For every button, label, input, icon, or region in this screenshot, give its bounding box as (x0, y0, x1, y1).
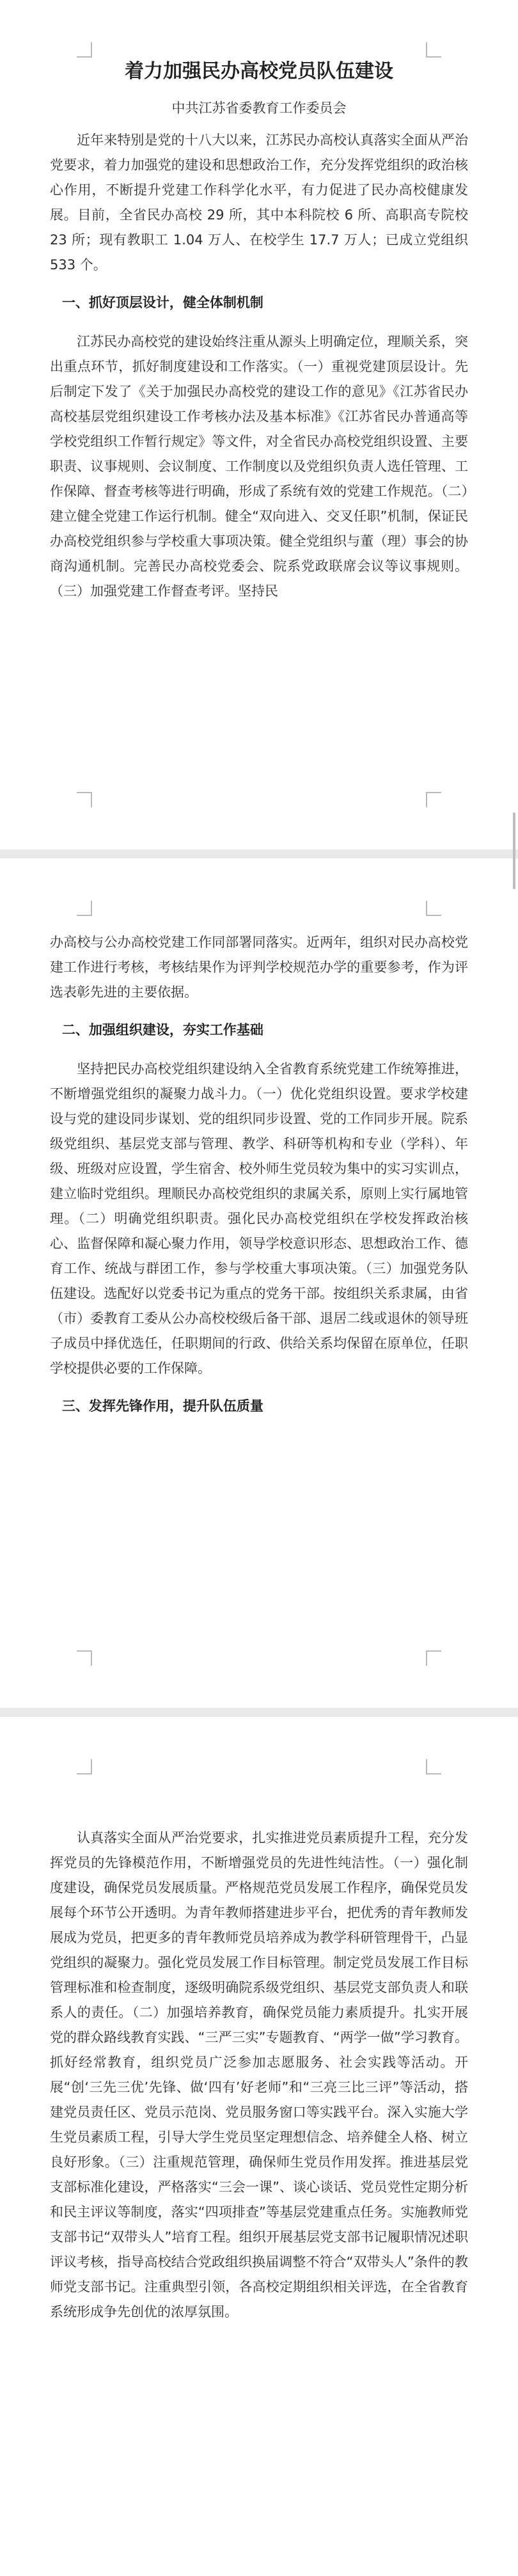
document-page-2 (0, 858, 518, 1708)
page-content (50, 930, 468, 1433)
paragraph: 坚持把民办高校党组织建设纳入全省教育系统党建工作统筹推进，不断增强党组织的凝聚力战斗力。（一）优化党组织设置。要求学校建设与党的建设同步谋划、党的组织同步设置、党的工作同步开展。院系级党组织、基层党支部与管理、教学、科研等机构和专业（学科）、年级、班级对应设置，学生宿舍、校外师生党员较为集中的实习实训点，建立临时党组织。理顺民办高校党组织的隶属关系，原则上实行属地管理。（二）明确党组织职责。强化民办高校党组织在学校发挥政治核心、监督保障和凝心聚力作用，领导学校意识形态、思想政治工作、德育工作、统战与群团工作，参与学校重大事项决策。（三）加强党务队伍建设。选配好以党委书记为重点的党务干部。按组织关系隶属，由省（市）委教育工委从公办高校校级后备干部、退居二线或退休的领导班子成员中择优选任，任职期间的行政、供给关系均保留在原单位，任职学校提供必要的工作保障。 (50, 1061, 468, 1376)
document-title: 着力加强民办高校党员队伍建设 (125, 60, 393, 83)
section-heading: 二、加强组织建设，夯实工作基础 (61, 1022, 263, 1038)
paragraph: 近年来特别是党的十八大以来，江苏民办高校认真落实全面从严治党要求，着力加强党的建设和思想政治工作，充分发挥党组织的政治核心作用，不断提升党建工作科学化水平，有力促进了民办高校健康发展。目前，全省民办高校 29 所，其中本科院校 6 所、高职高专院校 23 所；现有教职工 1.04 万人、在校学生 17.7 万人；已成立党组织 533 个。 (50, 132, 468, 273)
paragraph: 认真落实全面从严治党要求，扎实推进党员素质提升工程，充分发挥党员的先锋模范作用，不断增强党员的先进性纯洁性。（一）强化制度建设，确保党员发展质量。严格规范党员发展工作程序，确保党员发展每个环节公开透明。为青年教师搭建进步平台，把优秀的青年教师发展成为党员，把更多的青年教师党员培养成为教学科研管理骨干，凸显党组织的凝聚力。强化党员发展工作目标管理。制定党员发展工作目标管理标准和检查制度，逐级明确院系级党组织、基层党支部负责人和联系人的责任。（二）加强培养教育，确保党员能力素质提升。扎实开展党的群众路线教育实践、“三严三实”专题教育、“两学一做”学习教育。抓好经常教育，组织党员广泛参加志愿服务、社会实践等活动。开展“创‘三先三优’先锋、做‘四有’好老师”和“三亮三比三评”等活动，搭建党员责任区、党员示范岗、党员服务窗口等实践平台。深入实施大学生党员素质工程，引导大学生党员坚定理想信念、培养健全人格、树立良好形象。（三）注重规范管理，确保师生党员作用发挥。推进基层党支部标准化建设，严格落实“三会一课”、谈心谈话、党员党性定期分析和民主评议等制度，落实“四项排查”等基层党建重点任务。实施教师党支部书记“双带头人”培育工程。组织开展基层党支部书记履职情况述职评议考核，指导高校结合党政组织换届调整不符合“双带头人”条件的教师党支部书记。注重典型引领，各高校定期组织相关评选，在全省教育系统形成争先创优的浓厚氛围。 (50, 1830, 468, 2319)
document-page-1 (0, 0, 518, 849)
page-corner-mark (77, 792, 92, 807)
page-corner-mark (77, 901, 92, 916)
section-heading: 三、发挥先锋作用，提升队伍质量 (61, 1398, 263, 1414)
page-corner-mark (426, 1759, 441, 1774)
page-corner-mark (426, 42, 441, 58)
paragraph: 江苏民办高校党的建设始终注重从源头上明确定位，理顺关系，突出重点环节，抓好制度建设和工作落实。（一）重视党建顶层设计。先后制定下发了《关于加强民办高校党的建设工作的意见》《江苏省民办高校基层党组织建设工作考核办法及基本标准》《江苏省民办普通高等学校党组织工作暂行规定》等文件，对全省民办高校党组织设置、主要职责、议事规则、会议制度、工作制度以及党组织负责人选任管理、工作保障、督查考核等进行明确，形成了系统有效的党建工作规范。（二）建立健全党建工作运行机制。健全“双向进入、交叉任职”机制，保证民办高校党组织参与学校重大事项决策。健全党组织与董（理）事会的协商沟通机制。完善民办高校党委会、院系党政联席会议等议事规则。（三）加强党建工作督查考评。坚持民 (50, 334, 468, 599)
page-corner-mark (77, 1650, 92, 1666)
document-author: 中共江苏省委教育工作委员会 (171, 100, 347, 116)
document-page-3 (0, 1717, 518, 2576)
section-heading: 一、抓好顶层设计，健全体制机制 (61, 295, 263, 310)
page-corner-mark (426, 901, 441, 916)
page-corner-mark (426, 1650, 441, 1666)
page-corner-mark (77, 1759, 92, 1774)
page-corner-mark (426, 792, 441, 807)
paragraph-continued: 办高校与公办高校党建工作同部署同落实。近两年，组织对民办高校党建工作进行考核，考核结果作为评判学校规范办学的重要参考，作为评选表彰先进的主要依据。 (50, 935, 468, 1000)
page-content (50, 1826, 468, 2325)
page-content (50, 58, 468, 604)
page-corner-mark (77, 42, 92, 58)
scrollbar-thumb[interactable] (513, 812, 515, 889)
